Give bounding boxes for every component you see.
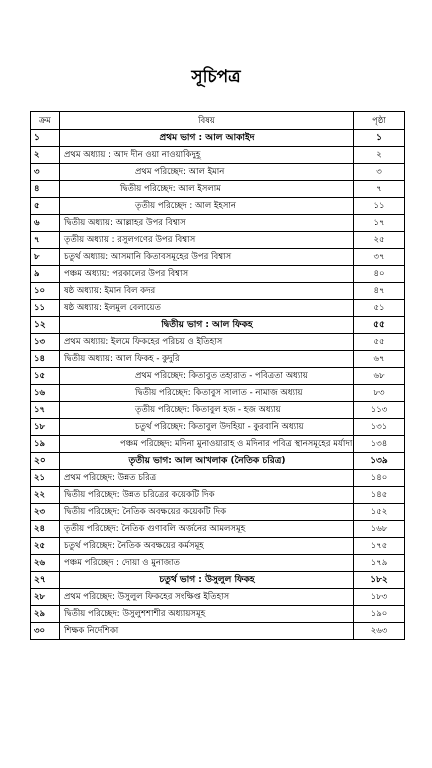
row-page: ১১৩ <box>354 402 405 419</box>
row-subject: দ্বিতীয় পরিচ্ছেদ: উসুলুশশাশীর অধ্যায়সমূহ <box>60 606 354 623</box>
table-row <box>31 436 405 453</box>
row-page: ১৮৩ <box>354 589 405 606</box>
table-row <box>31 266 405 283</box>
row-page: ৪৭ <box>354 283 405 300</box>
page-title: সূচিপত্র <box>191 67 241 87</box>
row-subject: দ্বিতীয় অধ্যায়: আল ফিকহ - কুদুরি <box>60 351 354 368</box>
row-serial: ৯ <box>31 266 60 283</box>
table-row <box>31 283 405 300</box>
header-subject: বিষয় <box>60 112 354 130</box>
row-serial: ১২ <box>31 317 60 334</box>
row-subject: পঞ্চম পরিচ্ছেদ: মদিনা মুনাওয়ারাহ ও মদিনার পবিত্র স্থানসমূহের মর্যাদা <box>60 436 354 453</box>
row-serial: ৪ <box>31 181 60 198</box>
row-subject: প্রথম অধ্যায়: ইলমে ফিকহের পরিচয় ও ইতিহাস <box>60 334 354 351</box>
row-subject: দ্বিতীয় পরিচ্ছেদ: আল ইসলাম <box>60 181 354 198</box>
row-page: ২ <box>354 147 405 164</box>
row-page: ৬৮ <box>354 368 405 385</box>
table-row-part <box>31 317 405 334</box>
table-row-part <box>31 130 405 147</box>
row-page: ১৮২ <box>354 572 405 589</box>
row-page: ১৩৪ <box>354 436 405 453</box>
row-page: ১১ <box>354 198 405 215</box>
table-row <box>31 555 405 572</box>
table-row <box>31 198 405 215</box>
row-subject: ষষ্ঠ অধ্যায়: ইমান বিল কদর <box>60 283 354 300</box>
header-page: পৃষ্ঠা <box>354 112 405 130</box>
row-serial: ১০ <box>31 283 60 300</box>
contents-table <box>30 111 405 640</box>
table-row-part <box>31 572 405 589</box>
table-row <box>31 300 405 317</box>
table-row <box>31 487 405 504</box>
row-subject: দ্বিতীয় অধ্যায়: আল্লাহর উপর বিশ্বাস <box>60 215 354 232</box>
row-page: ২৬৩ <box>354 623 405 640</box>
row-page: ২৫ <box>354 232 405 249</box>
row-subject: প্রথম পরিচ্ছেদ: কিতাবুত তহারাত - পবিত্রতা অধ্যায় <box>60 368 354 385</box>
row-serial: ২২ <box>31 487 60 504</box>
table-row <box>31 504 405 521</box>
row-page: ৩৭ <box>354 249 405 266</box>
row-subject: পঞ্চম অধ্যায়: পরকালের উপর বিশ্বাস <box>60 266 354 283</box>
row-subject: প্রথম পরিচ্ছেদ: আল ইমান <box>60 164 354 181</box>
row-page: ১ <box>354 130 405 147</box>
table-row <box>31 538 405 555</box>
row-subject: তৃতীয় পরিচ্ছেদ: নৈতিক গুণাবলি অর্জনের আমলসমূহ <box>60 521 354 538</box>
row-page: ৭ <box>354 181 405 198</box>
row-subject: তৃতীয় অধ্যায় : রসুলগণের উপর বিশ্বাস <box>60 232 354 249</box>
row-subject: দ্বিতীয় ভাগ : আল ফিকহ <box>60 317 354 334</box>
row-serial: ১৫ <box>31 368 60 385</box>
row-page: ১৬৮ <box>354 521 405 538</box>
row-subject: প্রথম ভাগ : আল আকাইদ <box>60 130 354 147</box>
row-subject: প্রথম পরিচ্ছেদ: উসুলুল ফিকহের সংক্ষিপ্ত ইতিহাস <box>60 589 354 606</box>
row-serial: ৭ <box>31 232 60 249</box>
row-subject: দ্বিতীয় পরিচ্ছেদ: উন্নত চরিত্রের কয়েকটি দিক <box>60 487 354 504</box>
table-row <box>31 249 405 266</box>
table-row <box>31 164 405 181</box>
table-row <box>31 402 405 419</box>
table-row <box>31 521 405 538</box>
row-serial: ২৯ <box>31 606 60 623</box>
row-subject: দ্বিতীয় পরিচ্ছেদ: কিতাবুস সালাত - নামাজ অধ্যায় <box>60 385 354 402</box>
row-serial: ২৮ <box>31 589 60 606</box>
row-serial: ১৬ <box>31 385 60 402</box>
row-subject: তৃতীয় ভাগ: আল আখলাক (নৈতিক চরিত্র) <box>60 453 354 470</box>
table-row <box>31 334 405 351</box>
row-page: ৫৫ <box>354 334 405 351</box>
row-serial: ১৮ <box>31 419 60 436</box>
row-subject: চতুর্থ পরিচ্ছেদ: কিতাবুল উদহিয়া - কুরবানি অধ্যায় <box>60 419 354 436</box>
row-serial: ১৩ <box>31 334 60 351</box>
row-subject: ষষ্ঠ অধ্যায়: ইলমুল বেলায়েত <box>60 300 354 317</box>
table-row <box>31 470 405 487</box>
row-subject: তৃতীয় পরিচ্ছেদ: কিতাবুল হজ - হজ অধ্যায় <box>60 402 354 419</box>
row-page: ১৪৫ <box>354 487 405 504</box>
row-subject: প্রথম অধ্যায় : আদ দীন ওয়া নাওয়াকিদুহূ <box>60 147 354 164</box>
row-subject: চতুর্থ অধ্যায়: আসমানি কিতাবসমূহের উপর বিশ্বাস <box>60 249 354 266</box>
table-header-row <box>31 112 405 130</box>
row-serial: ২০ <box>31 453 60 470</box>
table-row <box>31 181 405 198</box>
table-row <box>31 385 405 402</box>
row-subject: চতুর্থ ভাগ : উসুলুল ফিকহ <box>60 572 354 589</box>
table-row-part <box>31 453 405 470</box>
row-serial: ১১ <box>31 300 60 317</box>
row-page: ১৪০ <box>354 470 405 487</box>
table-row <box>31 606 405 623</box>
table-row <box>31 147 405 164</box>
row-serial: ৩০ <box>31 623 60 640</box>
row-serial: ১৪ <box>31 351 60 368</box>
row-page: ১৩১ <box>354 419 405 436</box>
row-serial: ২৬ <box>31 555 60 572</box>
row-serial: ৫ <box>31 198 60 215</box>
row-serial: ১ <box>31 130 60 147</box>
table-row <box>31 368 405 385</box>
row-subject: পঞ্চম পরিচ্ছেদ : দোয়া ও মুনাজাত <box>60 555 354 572</box>
row-page: ৩ <box>354 164 405 181</box>
row-subject: তৃতীয় পরিচ্ছেদ : আল ইহসান <box>60 198 354 215</box>
row-subject: দ্বিতীয় পরিচ্ছেদ: নৈতিক অবক্ষয়ের কয়েকটি দিক <box>60 504 354 521</box>
row-subject: প্রথম পরিচ্ছেদ: উন্নত চরিত্র <box>60 470 354 487</box>
row-page: ১৩৯ <box>354 453 405 470</box>
row-page: ৪০ <box>354 266 405 283</box>
row-page: ৫১ <box>354 300 405 317</box>
row-serial: ৩ <box>31 164 60 181</box>
row-serial: ২৩ <box>31 504 60 521</box>
row-serial: ২১ <box>31 470 60 487</box>
row-serial: ৬ <box>31 215 60 232</box>
row-page: ৬৭ <box>354 351 405 368</box>
row-page: ১৭৫ <box>354 538 405 555</box>
table-row <box>31 623 405 640</box>
header-serial: ক্রম <box>31 112 60 130</box>
table-row <box>31 215 405 232</box>
table-row <box>31 351 405 368</box>
row-serial: ২৫ <box>31 538 60 555</box>
row-serial: ২৪ <box>31 521 60 538</box>
row-serial: ১৯ <box>31 436 60 453</box>
table-row <box>31 232 405 249</box>
row-page: ৮৩ <box>354 385 405 402</box>
table-body <box>31 130 405 640</box>
row-serial: ৮ <box>31 249 60 266</box>
row-page: ১৭ <box>354 215 405 232</box>
row-subject: চতুর্থ পরিচ্ছেদ: নৈতিক অবক্ষয়ের কর্মসমূহ <box>60 538 354 555</box>
row-serial: ২৭ <box>31 572 60 589</box>
row-page: ৫৫ <box>354 317 405 334</box>
row-subject: শিক্ষক নির্দেশিকা <box>60 623 354 640</box>
table-row <box>31 419 405 436</box>
row-serial: ১৭ <box>31 402 60 419</box>
row-page: ১৫২ <box>354 504 405 521</box>
table-row <box>31 589 405 606</box>
row-page: ১৭৯ <box>354 555 405 572</box>
row-page: ১৯০ <box>354 606 405 623</box>
row-serial: ২ <box>31 147 60 164</box>
